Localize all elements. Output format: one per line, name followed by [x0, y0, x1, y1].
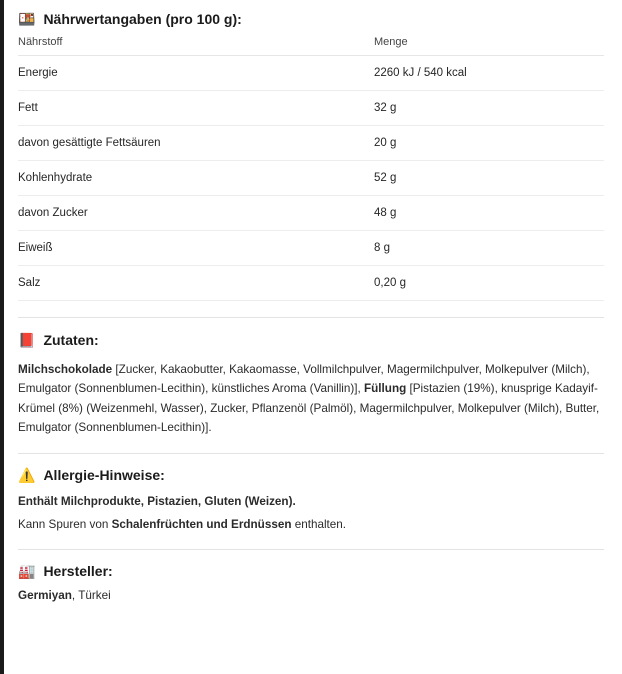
manufacturer-line [18, 589, 604, 602]
table-row [18, 161, 604, 196]
manufacturer-name: Germiyan [18, 589, 72, 603]
nutrition-heading-text: Nährwertangaben (pro 100 g): [43, 11, 242, 27]
table-row [18, 196, 604, 231]
manufacturer-country: , Türkei [71, 589, 111, 603]
nutrient-name: Fett [18, 91, 374, 126]
nutrient-amount: 20 g [374, 126, 604, 161]
nutrient-name: Eiweiß [18, 231, 374, 266]
allergy-section [18, 454, 604, 533]
column-header-amount: Menge [374, 36, 604, 56]
allergy-traces-items: Schalenfrüchten und Erdnüssen [111, 517, 292, 531]
page-left-rule [0, 0, 4, 674]
allergy-traces-line [18, 516, 604, 534]
nutrient-name: Energie [18, 56, 374, 91]
allergy-contains-text: Enthält Milchprodukte, Pistazien, Gluten (Weizen). [18, 495, 296, 509]
table-row [18, 266, 604, 301]
nutrient-amount: 8 g [374, 231, 604, 266]
manufacturer-section [18, 550, 604, 602]
table-row [18, 231, 604, 266]
nutrient-amount: 2260 kJ / 540 kcal [374, 56, 604, 91]
nutrition-section [18, 0, 604, 301]
ingredients-text [18, 360, 604, 437]
manufacturer-heading-text: Hersteller: [43, 563, 113, 580]
allergy-heading-text: Allergie-Hinweise: [43, 467, 165, 484]
table-header-row [18, 36, 604, 56]
ingredient-group-filling-label: Füllung [364, 382, 407, 396]
warning-triangle-icon: ⚠️ [18, 467, 36, 484]
nutrient-amount: 0,20 g [374, 266, 604, 301]
nutrient-name: Kohlenhydrate [18, 161, 374, 196]
nutrient-name: davon Zucker [18, 196, 374, 231]
nutrient-amount: 52 g [374, 161, 604, 196]
allergy-contains-line [18, 493, 604, 511]
nutrient-name: Salz [18, 266, 374, 301]
ingredient-group-chocolate-text: [Zucker, Kakaobutter, Kakaomasse, Vollmilchpulver, Magermilchpulver, Molkepulver (Milch), Emulgator (Sonnenblumen-Lecithin), künstliches Aroma (Vanillin)], [18, 363, 590, 396]
ingredient-group-filling-text: [Pistazien (19%), knusprige Kadayif-Krümel (8%) (Weizenmehl, Wasser), Zucker, Pflanzenöl (Palmöl), Magermilchpulver, Molkepulver (Milch), Butter, Emulgator (Sonnenblumen-Lecithin)]. [18, 382, 600, 434]
table-row [18, 56, 604, 91]
manufacturer-heading [18, 563, 604, 579]
ingredients-section [18, 318, 604, 437]
allergy-heading [18, 467, 604, 483]
ingredients-heading [18, 332, 604, 348]
ingredients-heading-text: Zutaten: [43, 332, 99, 348]
nutrition-heading [18, 11, 604, 27]
nutrition-table [18, 36, 604, 301]
factory-icon: 🏭 [18, 563, 36, 580]
table-row [18, 91, 604, 126]
nutrient-amount: 48 g [374, 196, 604, 231]
allergy-traces-suffix: enthalten. [291, 517, 347, 531]
ingredient-group-chocolate-label: Milchschokolade [18, 363, 113, 376]
nutrient-amount: 32 g [374, 91, 604, 126]
table-row [18, 126, 604, 161]
nutrition-label-icon: 🍱 [18, 11, 36, 27]
allergy-traces-prefix: Kann Spuren von [18, 517, 112, 531]
column-header-nutrient: Nährstoff [18, 36, 374, 56]
nutrient-name: davon gesättigte Fettsäuren [18, 126, 374, 161]
ingredients-book-icon: 📕 [18, 332, 36, 348]
